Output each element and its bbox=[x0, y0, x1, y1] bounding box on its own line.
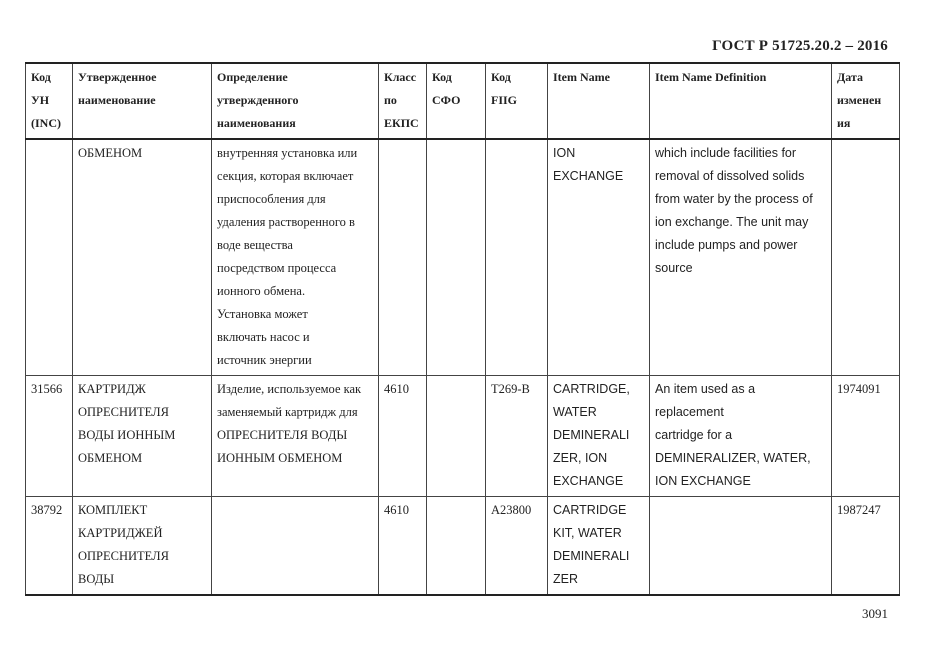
cell-sfo bbox=[427, 376, 486, 497]
cell-definition: внутренняя установка или секция, которая включает приспособления для удаления растворенного в воде вещества посредством процесса ионного обмена. Установка может включать насос и источник энергии bbox=[212, 139, 379, 376]
cell-class: 4610 bbox=[379, 376, 427, 497]
cell-definition: Изделие, используемое как заменяемый картридж для ОПРЕСНИТЕЛЯ ВОДЫ ИОННЫМ ОБМЕНОМ bbox=[212, 376, 379, 497]
cell-inc: 31566 bbox=[26, 376, 73, 497]
header-inc: Код УН (INC) bbox=[26, 63, 73, 139]
table-row bbox=[26, 376, 900, 497]
cell-definition bbox=[212, 497, 379, 596]
cell-sfo bbox=[427, 497, 486, 596]
cell-item-definition: which include facilities for removal of dissolved solids from water by the process of ion exchange. The unit may include pumps and power source bbox=[650, 139, 832, 376]
cell-date: 1974091 bbox=[832, 376, 900, 497]
header-fiig: Код FIIG bbox=[486, 63, 548, 139]
header-definition: Определение утвержденного наименования bbox=[212, 63, 379, 139]
cell-inc bbox=[26, 139, 73, 376]
cell-inc: 38792 bbox=[26, 497, 73, 596]
header-row bbox=[26, 63, 900, 139]
cell-approved-name: КАРТРИДЖ ОПРЕСНИТЕЛЯ ВОДЫ ИОННЫМ ОБМЕНОМ bbox=[73, 376, 212, 497]
cell-approved-name: ОБМЕНОМ bbox=[73, 139, 212, 376]
cell-item-name: ION EXCHANGE bbox=[548, 139, 650, 376]
header-date: Дата изменен ия bbox=[832, 63, 900, 139]
cell-approved-name: КОМПЛЕКТ КАРТРИДЖЕЙ ОПРЕСНИТЕЛЯ ВОДЫ bbox=[73, 497, 212, 596]
cell-item-definition bbox=[650, 497, 832, 596]
header-item-name: Item Name bbox=[548, 63, 650, 139]
cell-date bbox=[832, 139, 900, 376]
cell-fiig: A23800 bbox=[486, 497, 548, 596]
header-item-definition: Item Name Definition bbox=[650, 63, 832, 139]
cell-sfo bbox=[427, 139, 486, 376]
cell-item-name: CARTRIDGE KIT, WATER DEMINERALI ZER bbox=[548, 497, 650, 596]
document-code: ГОСТ Р 51725.20.2 – 2016 bbox=[712, 38, 888, 54]
cell-date: 1987247 bbox=[832, 497, 900, 596]
header-class: Класс по ЕКПС bbox=[379, 63, 427, 139]
cell-item-definition: An item used as a replacement cartridge for a DEMINERALIZER, WATER, ION EXCHANGE bbox=[650, 376, 832, 497]
cell-fiig: T269-B bbox=[486, 376, 548, 497]
page-number: 3091 bbox=[862, 606, 888, 621]
cell-item-name: CARTRIDGE, WATER DEMINERALI ZER, ION EXCHANGE bbox=[548, 376, 650, 497]
header-approved-name: Утвержденное наименование bbox=[73, 63, 212, 139]
cell-fiig bbox=[486, 139, 548, 376]
table-row bbox=[26, 139, 900, 376]
table-row bbox=[26, 497, 900, 596]
cell-class: 4610 bbox=[379, 497, 427, 596]
header-sfo: Код СФО bbox=[427, 63, 486, 139]
spec-table bbox=[25, 62, 900, 596]
cell-class bbox=[379, 139, 427, 376]
